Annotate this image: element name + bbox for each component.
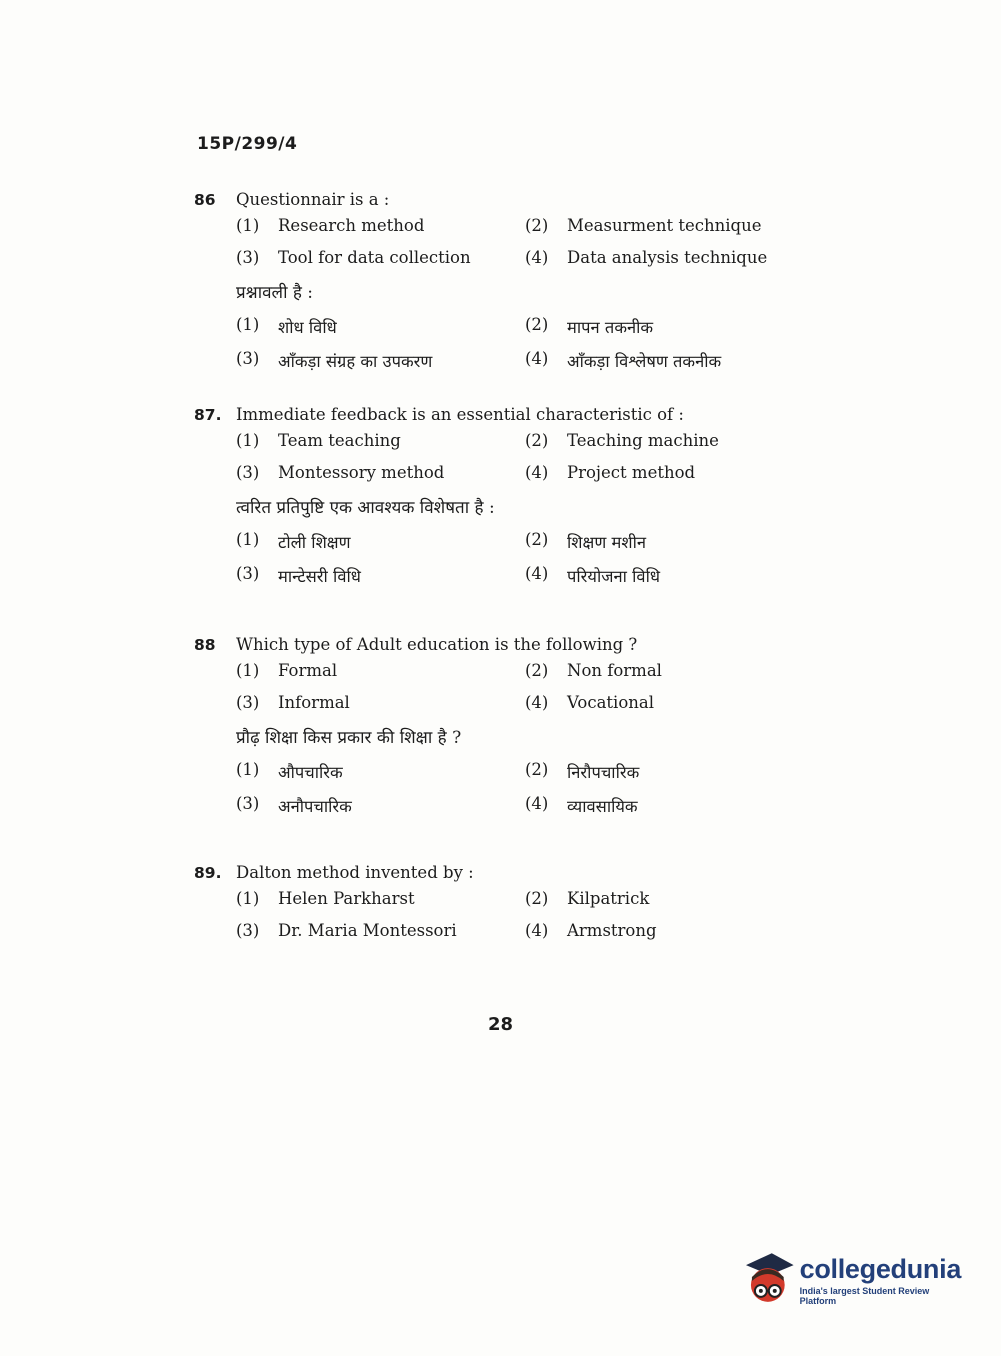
options-hindi xyxy=(236,754,814,822)
mascot-icon xyxy=(742,1251,794,1309)
paper-code: 15P/299/4 xyxy=(197,134,298,154)
option-2-hindi: (2) निरौपचारिक xyxy=(525,759,640,782)
question-86 xyxy=(194,190,814,377)
option-4: (4) Armstrong xyxy=(525,920,657,940)
collegedunia-logo xyxy=(742,1250,967,1310)
question-text: Immediate feedback is an essential characteristic of : xyxy=(236,405,684,424)
option-3: (3) Tool for data collection xyxy=(236,247,471,267)
option-1: (1) Research method xyxy=(236,215,425,235)
question-88 xyxy=(194,635,814,822)
question-number: 88 xyxy=(194,636,216,654)
option-3-hindi: (3) अनौपचारिक xyxy=(236,793,352,816)
options-english xyxy=(236,654,814,718)
page-number: 28 xyxy=(487,1014,514,1035)
question-text-hindi: त्वरित प्रतिपुष्टि एक आवश्यक विशेषता है : xyxy=(236,497,495,518)
option-2-hindi: (2) मापन तकनीक xyxy=(525,314,654,337)
option-1: (1) Formal xyxy=(236,660,338,680)
brand-tagline: India's largest Student Review Platform xyxy=(799,1285,930,1306)
question-text: Dalton method invented by : xyxy=(236,863,474,882)
option-3: (3) Informal xyxy=(236,692,350,712)
brand-name: collegedunia xyxy=(799,1253,962,1284)
option-2: (2) Non formal xyxy=(525,660,662,680)
option-2: (2) Kilpatrick xyxy=(525,888,650,908)
question-text: Which type of Adult education is the following ? xyxy=(236,635,638,654)
option-4-hindi: (4) परियोजना विधि xyxy=(525,563,661,586)
option-2: (2) Teaching machine xyxy=(525,430,719,450)
question-number: 86 xyxy=(194,191,216,209)
option-1-hindi: (1) शोध विधि xyxy=(236,314,337,337)
option-3-hindi: (3) मान्टेसरी विधि xyxy=(236,563,361,586)
options-english xyxy=(236,209,814,273)
options-english xyxy=(236,882,814,946)
option-1: (1) Team teaching xyxy=(236,430,401,450)
question-87 xyxy=(194,405,814,592)
question-text-hindi: प्रश्नावली है : xyxy=(236,282,314,303)
options-english xyxy=(236,424,814,488)
option-1-hindi: (1) टोली शिक्षण xyxy=(236,529,351,552)
option-4: (4) Data analysis technique xyxy=(525,247,768,267)
question-text: Questionnair is a : xyxy=(236,190,390,209)
option-4: (4) Project method xyxy=(525,462,696,482)
option-2: (2) Measurment technique xyxy=(525,215,762,235)
option-3-hindi: (3) आँकड़ा संग्रह का उपकरण xyxy=(236,348,433,371)
option-4-hindi: (4) आँकड़ा विश्लेषण तकनीक xyxy=(525,348,722,371)
option-4-hindi: (4) व्यावसायिक xyxy=(525,793,638,816)
option-2-hindi: (2) शिक्षण मशीन xyxy=(525,529,647,552)
option-1-hindi: (1) औपचारिक xyxy=(236,759,343,782)
question-89 xyxy=(194,863,814,946)
options-hindi xyxy=(236,524,814,592)
option-4: (4) Vocational xyxy=(525,692,654,712)
option-1: (1) Helen Parkharst xyxy=(236,888,415,908)
options-hindi xyxy=(236,309,814,377)
question-text-hindi: प्रौढ़ शिक्षा किस प्रकार की शिक्षा है ? xyxy=(236,727,462,748)
question-number: 87. xyxy=(194,406,222,424)
option-3: (3) Dr. Maria Montessori xyxy=(236,920,457,940)
option-3: (3) Montessory method xyxy=(236,462,445,482)
question-number: 89. xyxy=(194,864,222,882)
